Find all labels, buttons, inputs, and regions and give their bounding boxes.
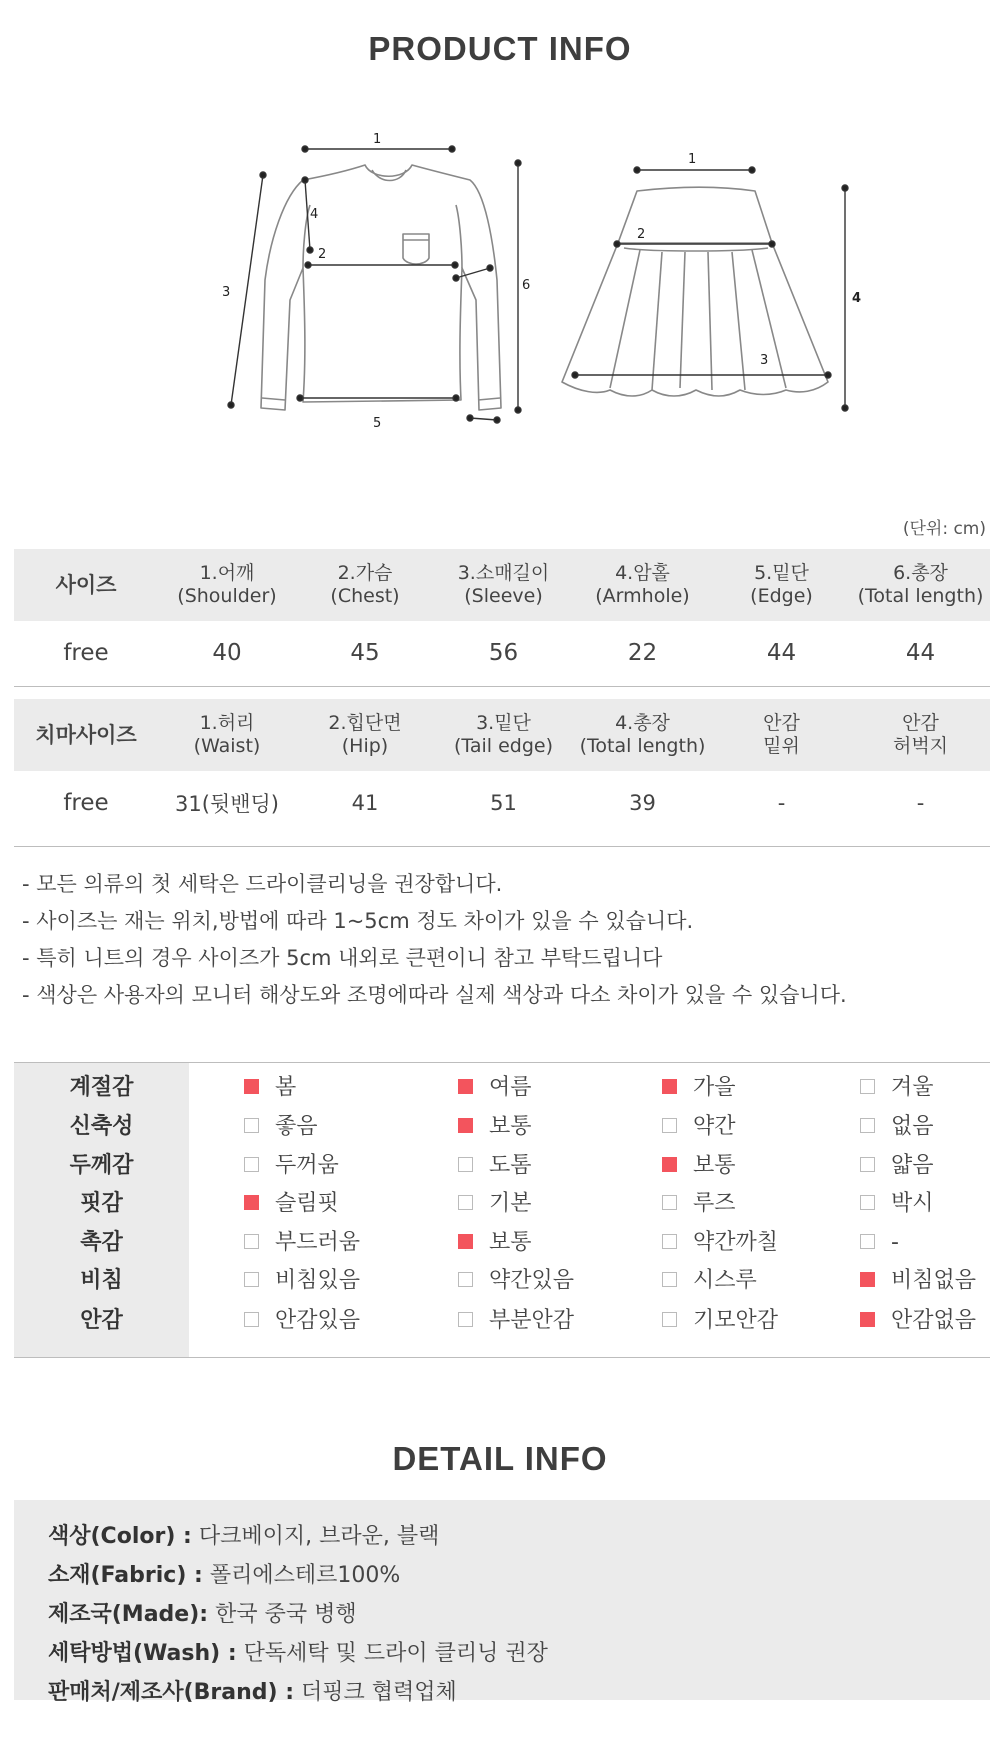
table-cell: 56 [488,640,519,666]
table-cell: free [63,640,109,666]
attribute-option: 박시 [860,1185,934,1223]
checkbox-icon [458,1272,473,1287]
detail-value: 다크베이지, 브라운, 블랙 [198,1524,440,1549]
skirt-size-table [14,699,990,835]
header-size: 사이즈 [14,549,158,621]
attribute-option: 약간있음 [458,1262,574,1300]
table-row [14,771,990,835]
attribute-row-lining [14,1302,990,1340]
attribute-option: 안감있음 [244,1302,360,1340]
attribute-row-texture [14,1224,990,1262]
header-total-length: 6.총장 (Total length) [851,549,990,621]
attribute-option: 슬림핏 [244,1185,339,1223]
svg-text:1: 1 [373,132,382,147]
attribute-label: 두께감 [69,1153,134,1178]
measurement-diagrams [0,120,1000,450]
header-tail-edge: 3.밑단 (Tail edge) [434,699,573,771]
table-cell: 22 [627,640,658,666]
checkbox-icon [662,1272,677,1287]
attribute-label: 비침 [80,1268,123,1293]
table-header-row [14,549,990,621]
checkbox-icon [860,1079,875,1094]
detail-row-color [48,1518,439,1556]
header-lining-thigh: 안감 허벅지 [851,699,990,771]
detail-row-brand [48,1674,457,1712]
detail-key: 소재(Fabric) : [48,1563,203,1588]
checkbox-icon [662,1118,677,1133]
table-cell: free [63,790,109,816]
checkbox-icon [244,1079,259,1094]
note-item: - 사이즈는 재는 위치,방법에 따라 1~5cm 정도 차이가 있을 수 있습니다. [22,909,694,933]
attribute-row-thickness [14,1147,990,1185]
checkbox-icon [458,1195,473,1210]
table-cell: 45 [350,640,380,666]
checkbox-icon [244,1312,259,1327]
detail-info-box [14,1500,990,1705]
detail-value: 한국 중국 병행 [215,1602,357,1627]
detail-row-made [48,1596,357,1634]
attribute-option: 봄 [244,1069,296,1107]
detail-value: 폴리에스테르100% [209,1563,401,1588]
checkbox-icon [662,1234,677,1249]
header-waist: 1.허리 (Waist) [158,699,296,771]
attribute-option: 겨울 [860,1069,934,1107]
attribute-option: 부드러움 [244,1224,360,1262]
attribute-option: 루즈 [662,1185,736,1223]
detail-info-title: DETAIL INFO [392,1440,608,1477]
attribute-option: 여름 [458,1069,532,1107]
attribute-option: 보통 [458,1108,532,1146]
checkbox-icon [662,1079,677,1094]
skirt-measure-lines [572,167,848,411]
header-skirt-size: 치마사이즈 [14,699,158,771]
checkbox-icon [458,1157,473,1172]
checkbox-icon [458,1312,473,1327]
detail-value: 단독세탁 및 드라이 클리닝 권장 [243,1641,548,1666]
attribute-option: 부분안감 [458,1302,574,1340]
table-divider [14,686,990,687]
checkbox-icon [244,1118,259,1133]
table-cell: - [916,791,925,815]
header-armhole: 4.암홀 (Armhole) [573,549,712,621]
table-cell: 31(뒷밴딩) [175,792,279,816]
attribute-option: 기모안감 [662,1302,778,1340]
checkbox-icon [860,1234,875,1249]
header-shoulder: 1.어깨 (Shoulder) [158,549,296,621]
table-cell: - [777,791,786,815]
attribute-row-season [14,1069,990,1107]
attribute-option: 비침없음 [860,1262,976,1300]
table-cell: 41 [351,791,379,815]
svg-text:4: 4 [852,291,862,306]
svg-text:4: 4 [310,207,319,222]
svg-text:2: 2 [637,227,646,242]
attribute-option: 보통 [662,1147,736,1185]
attribute-row-sheerness [14,1262,990,1300]
table-cell: 44 [766,640,797,666]
checkbox-icon [860,1118,875,1133]
checkbox-icon [860,1312,875,1327]
table-divider [14,846,990,847]
top-diagram [261,165,501,410]
attribute-option: 비침있음 [244,1262,360,1300]
detail-key: 색상(Color) : [48,1524,192,1549]
detail-value: 더핑크 협력업체 [301,1680,457,1705]
detail-key: 판매처/제조사(Brand) : [48,1680,294,1705]
attribute-label: 촉감 [80,1230,123,1255]
svg-text:6: 6 [522,278,531,293]
checkbox-icon [860,1157,875,1172]
detail-key: 제조국(Made): [48,1602,209,1627]
attribute-grid [14,1062,990,1358]
checkbox-icon [662,1157,677,1172]
detail-row-fabric [48,1557,400,1595]
checkbox-icon [860,1272,875,1287]
checkbox-icon [662,1195,677,1210]
header-total-length: 4.총장 (Total length) [573,699,712,771]
checkbox-icon [458,1234,473,1249]
table-cell: 40 [212,640,242,666]
header-edge: 5.밑단 (Edge) [712,549,851,621]
attribute-option: 약간까칠 [662,1224,778,1262]
checkbox-icon [860,1195,875,1210]
attribute-option: - [860,1224,899,1262]
attribute-label: 신축성 [69,1114,134,1139]
attribute-label: 핏감 [80,1191,123,1216]
attribute-option: 도톰 [458,1147,532,1185]
attribute-row-fit [14,1185,990,1223]
attribute-option: 기본 [458,1185,532,1223]
header-hip: 2.힙단면 (Hip) [296,699,434,771]
table-header-row [14,699,990,771]
attribute-option: 약간 [662,1108,736,1146]
svg-text:2: 2 [318,247,327,262]
table-row [14,621,990,685]
care-notes [22,866,982,1014]
attribute-option: 보통 [458,1224,532,1262]
note-item: - 특히 니트의 경우 사이즈가 5cm 내외로 큰편이니 참고 부탁드립니다 [22,946,663,970]
detail-row-wash [48,1635,548,1673]
header-chest: 2.가슴 (Chest) [296,549,434,621]
checkbox-icon [244,1234,259,1249]
top-size-table [14,549,990,685]
checkbox-icon [244,1157,259,1172]
skirt-diagram [562,187,828,396]
top-measure-numbers [222,132,530,431]
checkbox-icon [244,1195,259,1210]
note-item: - 색상은 사용자의 모니터 해상도와 조명에따라 실제 색상과 다소 차이가 있을 수 있습니다. [22,983,847,1007]
attribute-option: 좋음 [244,1108,318,1146]
svg-text:1: 1 [688,152,697,167]
table-cell: 39 [629,791,656,815]
unit-note: (단위: cm) [902,519,986,539]
attribute-option: 시스루 [662,1262,757,1300]
skirt-measure-numbers [637,152,861,368]
attribute-option: 안감없음 [860,1302,976,1340]
checkbox-icon [458,1118,473,1133]
table-cell: 51 [490,791,517,815]
table-cell: 44 [905,640,936,666]
checkbox-icon [458,1079,473,1094]
header-lining-rise: 안감 밑위 [712,699,851,771]
svg-text:5: 5 [373,416,382,431]
note-item: - 모든 의류의 첫 세탁은 드라이클리닝을 권장합니다. [22,872,503,896]
attribute-option: 가을 [662,1069,736,1107]
checkbox-icon [662,1312,677,1327]
checkbox-icon [244,1272,259,1287]
attribute-option: 두꺼움 [244,1147,339,1185]
attribute-label: 계절감 [69,1075,134,1100]
attribute-option: 얇음 [860,1147,934,1185]
attribute-label: 안감 [80,1308,123,1333]
svg-text:3: 3 [760,353,769,368]
header-sleeve: 3.소매길이 (Sleeve) [434,549,573,621]
attribute-option: 없음 [860,1108,934,1146]
product-info-title: PRODUCT INFO [368,30,632,67]
svg-text:3: 3 [222,285,231,300]
detail-key: 세탁방법(Wash) : [48,1641,237,1666]
attribute-row-stretch [14,1108,990,1146]
